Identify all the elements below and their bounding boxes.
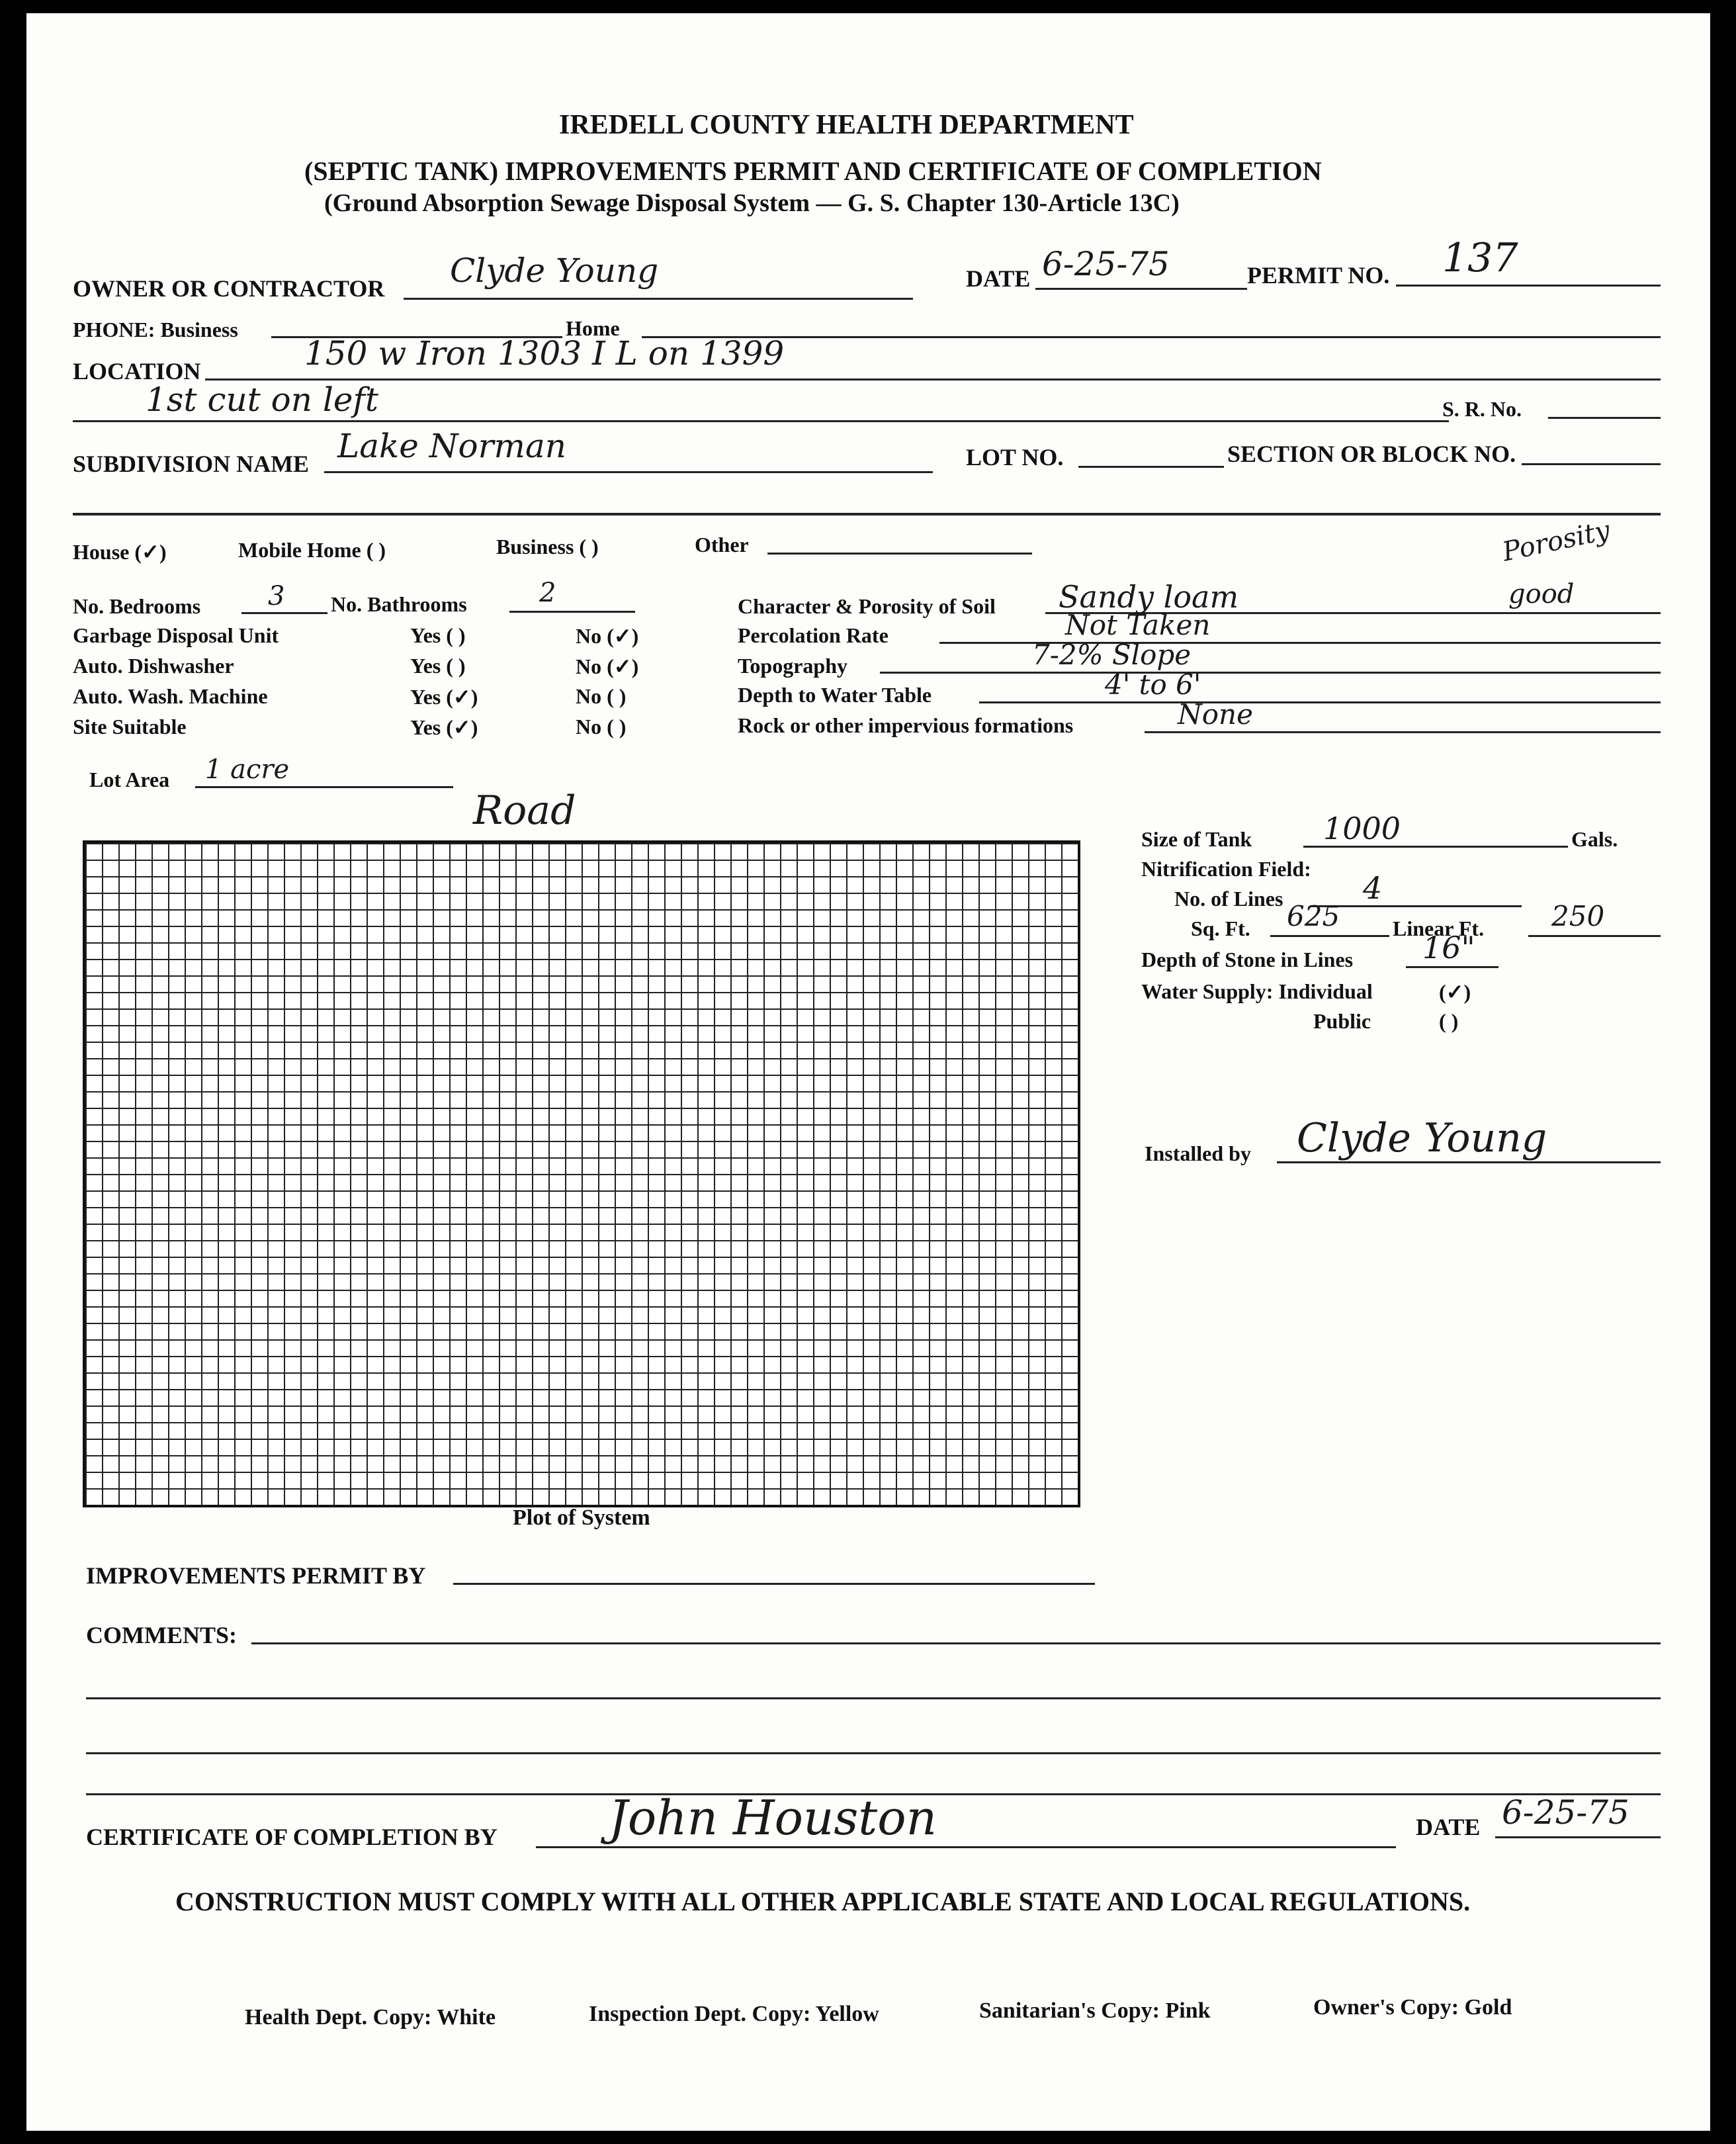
bedrooms-label: No. Bedrooms xyxy=(73,594,201,618)
stone-depth-value: 16" xyxy=(1422,930,1475,965)
water-supply-individual: (✓) xyxy=(1439,980,1471,1004)
soil-character-value: Sandy loam xyxy=(1059,579,1239,615)
phone-home-label: Home xyxy=(566,316,620,340)
other-option: Other xyxy=(695,533,749,557)
rock-label: Rock or other impervious formations xyxy=(738,713,1074,737)
mobile-home-option: Mobile Home ( ) xyxy=(238,538,386,562)
water-supply-public: ( ) xyxy=(1439,1009,1459,1033)
site-suitable-label: Site Suitable xyxy=(73,715,187,738)
wash-machine-label: Auto. Wash. Machine xyxy=(73,684,268,708)
linear-ft-value: 250 xyxy=(1551,900,1605,932)
certificate-date-value: 6-25-75 xyxy=(1502,1793,1629,1832)
soil-porosity-note: Porosity xyxy=(1500,515,1613,568)
phone-business-label: PHONE: Business xyxy=(73,318,238,341)
soil-porosity-good: good xyxy=(1508,579,1575,609)
soil-character-label: Character & Porosity of Soil xyxy=(738,594,996,618)
compliance-notice: CONSTRUCTION MUST COMPLY WITH ALL OTHER APPLICABLE STATE AND LOCAL REGULATIONS. xyxy=(175,1887,1471,1916)
bathrooms-label: No. Bathrooms xyxy=(331,592,467,616)
department-title: IREDELL COUNTY HEALTH DEPARTMENT xyxy=(559,110,1134,140)
garbage-disposal-yes: Yes ( ) xyxy=(410,623,466,647)
section-label: SECTION OR BLOCK NO. xyxy=(1227,441,1516,467)
bedrooms-value: 3 xyxy=(268,581,285,611)
percolation-value: Not Taken xyxy=(1065,609,1211,641)
garbage-disposal-no: No (✓) xyxy=(576,624,639,648)
wash-machine-yes: Yes (✓) xyxy=(410,685,478,709)
sqft-value: 625 xyxy=(1287,900,1340,932)
plot-caption: Plot of System xyxy=(513,1505,650,1530)
copy-owner: Owner's Copy: Gold xyxy=(1313,1995,1512,2020)
lines-value: 4 xyxy=(1363,870,1383,906)
wash-machine-no: No ( ) xyxy=(576,684,627,708)
installed-by-label: Installed by xyxy=(1145,1141,1251,1165)
permit-label: PERMIT NO. xyxy=(1247,262,1390,289)
topography-label: Topography xyxy=(738,654,847,678)
topography-value: 7-2% Slope xyxy=(1032,639,1192,671)
copy-inspection: Inspection Dept. Copy: Yellow xyxy=(589,2002,879,2026)
lines-label: No. of Lines xyxy=(1174,887,1283,911)
garbage-disposal-label: Garbage Disposal Unit xyxy=(73,623,279,647)
copy-health: Health Dept. Copy: White xyxy=(245,2005,496,2030)
sr-label: S. R. No. xyxy=(1442,397,1522,421)
site-suitable-no: No ( ) xyxy=(576,715,627,738)
house-option: House (✓) xyxy=(73,540,167,564)
linear-ft-label: Linear Ft. xyxy=(1393,916,1485,940)
date-value: 6-25-75 xyxy=(1042,245,1170,283)
dishwasher-label: Auto. Dishwasher xyxy=(73,654,234,678)
road-label: Road xyxy=(473,787,576,834)
form-subtitle: (Ground Absorption Sewage Disposal System — G. S. Chapter 130-Article 13C) xyxy=(324,189,1180,217)
lot-area-label: Lot Area xyxy=(89,768,170,791)
owner-label: OWNER OR CONTRACTOR xyxy=(73,275,385,302)
subdivision-value: Lake Norman xyxy=(337,427,566,465)
water-supply-public-label: Public xyxy=(1313,1009,1371,1033)
tank-size-label: Size of Tank xyxy=(1141,827,1252,851)
percolation-label: Percolation Rate xyxy=(738,623,889,647)
lot-area-value: 1 acre xyxy=(205,754,290,785)
form-title: (SEPTIC TANK) IMPROVEMENTS PERMIT AND CERTIFICATE OF COMPLETION xyxy=(304,156,1322,186)
water-supply-label: Water Supply: Individual xyxy=(1141,979,1373,1003)
tank-gals: Gals. xyxy=(1571,827,1618,851)
rock-value: None xyxy=(1178,698,1253,731)
tank-size-value: 1000 xyxy=(1323,811,1401,846)
plot-grid xyxy=(83,840,1080,1507)
improvements-permit-by-label: IMPROVEMENTS PERMIT BY xyxy=(86,1562,426,1589)
lot-label: LOT NO. xyxy=(966,444,1064,470)
nitrification-label: Nitrification Field: xyxy=(1141,857,1311,881)
certificate-label: CERTIFICATE OF COMPLETION BY xyxy=(86,1824,498,1850)
permit-form xyxy=(26,13,1710,2131)
subdivision-label: SUBDIVISION NAME xyxy=(73,451,310,477)
business-option: Business ( ) xyxy=(496,535,599,558)
site-suitable-yes: Yes (✓) xyxy=(410,715,478,739)
location-line2: 1st cut on left xyxy=(146,380,379,419)
location-line1: 150 w Iron 1303 I L on 1399 xyxy=(304,334,785,373)
certificate-signature: John Houston xyxy=(609,1790,937,1846)
comments-label: COMMENTS: xyxy=(86,1622,237,1648)
sqft-label: Sq. Ft. xyxy=(1191,916,1250,940)
bathrooms-value: 2 xyxy=(539,578,556,608)
owner-value: Clyde Young xyxy=(450,251,659,290)
dishwasher-no: No (✓) xyxy=(576,654,639,678)
water-table-value: 4' to 6' xyxy=(1105,668,1201,701)
permit-value: 137 xyxy=(1442,235,1518,281)
dishwasher-yes: Yes ( ) xyxy=(410,654,466,678)
installed-by-value: Clyde Young xyxy=(1297,1115,1547,1161)
date-label: DATE xyxy=(966,265,1031,292)
copy-sanitarian: Sanitarian's Copy: Pink xyxy=(979,1998,1211,2023)
certificate-date-label: DATE xyxy=(1416,1814,1481,1840)
location-label: LOCATION xyxy=(73,358,201,384)
water-table-label: Depth to Water Table xyxy=(738,683,932,707)
stone-depth-label: Depth of Stone in Lines xyxy=(1141,948,1354,971)
